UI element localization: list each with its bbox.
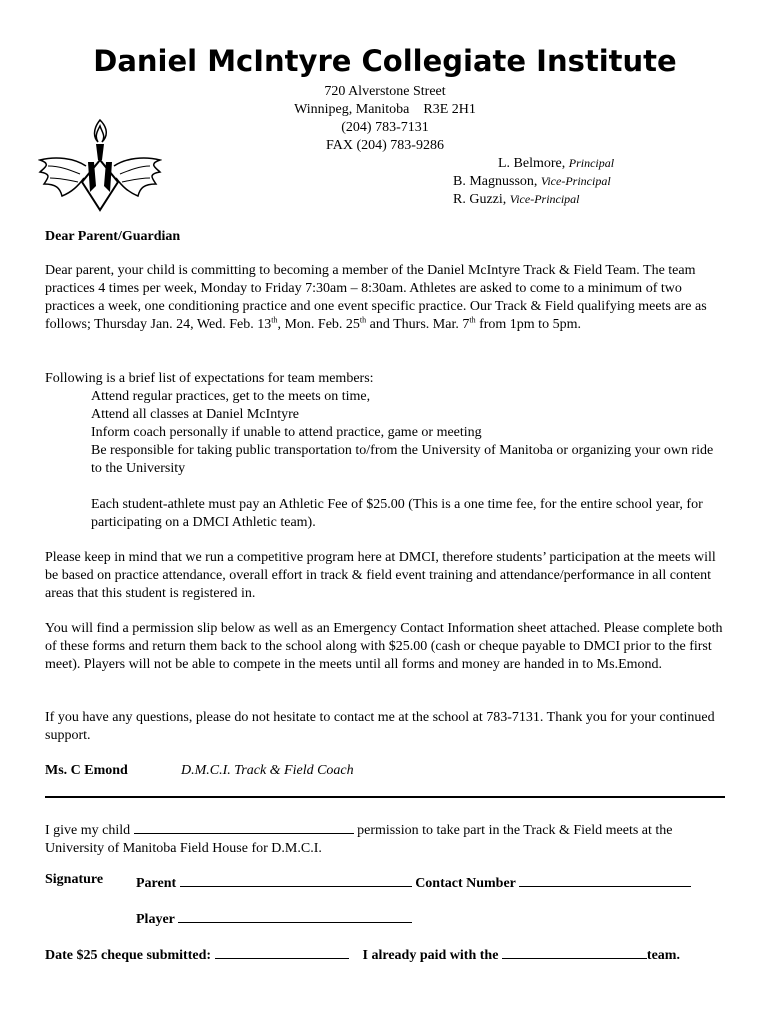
expectation-item: Attend all classes at Daniel McIntyre bbox=[91, 407, 299, 422]
paid-team-field[interactable] bbox=[502, 944, 647, 959]
address-city: Winnipeg, Manitoba R3E 2H1 bbox=[294, 102, 476, 117]
staff-principal bbox=[498, 156, 614, 172]
expectations-intro: Following is a brief list of expectations for team members: bbox=[45, 371, 374, 386]
cheque-date-field[interactable] bbox=[215, 944, 349, 959]
expectation-item: Inform coach personally if unable to attend practice, game or meeting bbox=[91, 425, 482, 440]
player-signature-field[interactable] bbox=[178, 908, 412, 923]
payment-row: Date $25 cheque submitted: I already paid with the team. bbox=[45, 944, 680, 964]
staff-role: Principal bbox=[568, 156, 615, 170]
staff-vice-principal-1 bbox=[453, 174, 611, 190]
forms-paragraph: You will find a permission slip below as well as an Emergency Contact Information sheet attached. Please complete both of these forms and return them back to the school along with $25.00 (cash or cheque payable to DMCI prior to the first meet). Players will not be able to compete in the meets until all forms and money are handed in to Ms.Emond. bbox=[45, 621, 723, 672]
competitive-paragraph: Please keep in mind that we run a competitive program here at DMCI, therefore students’ participation at the meets will be based on practice attendance, overall effort in track & field event training and attendance/performance in all content areas that this student is registered in. bbox=[45, 550, 716, 601]
questions-paragraph: If you have any questions, please do not hesitate to contact me at the school at 783-7131. Thank you for your continued support. bbox=[45, 710, 715, 743]
staff-role: Vice-Principal bbox=[540, 174, 611, 188]
coach-title: D.M.C.I. Track & Field Coach bbox=[181, 763, 354, 778]
address-street: 720 Alverstone Street bbox=[324, 84, 446, 99]
phone-number: (204) 783-7131 bbox=[341, 120, 429, 135]
fee-note: Each student-athlete must pay an Athletic Fee of $25.00 (This is a one time fee, for the entire school year, for participating on a DMCI Athletic team). bbox=[91, 497, 703, 530]
divider bbox=[45, 796, 725, 798]
staff-name: B. Magnusson, bbox=[453, 174, 538, 189]
player-signature-row: Player bbox=[136, 908, 412, 928]
staff-name: R. Guzzi, bbox=[453, 192, 507, 207]
expectation-item: Attend regular practices, get to the meets on time, bbox=[91, 389, 371, 404]
consent-statement: I give my child permission to take part in the Track & Field meets at the University of Manitoba Field House for D.M.C.I. bbox=[45, 819, 725, 858]
salutation: Dear Parent/Guardian bbox=[45, 229, 181, 244]
fax-number: FAX (204) 783-9286 bbox=[326, 138, 444, 153]
parent-signature-row: Parent Contact Number bbox=[136, 872, 691, 892]
child-name-field[interactable] bbox=[134, 819, 354, 834]
staff-vice-principal-2 bbox=[453, 192, 580, 208]
school-name: Daniel McIntyre Collegiate Institute bbox=[93, 44, 677, 78]
torch-wings-crest-icon bbox=[38, 116, 162, 212]
contact-number-field[interactable] bbox=[519, 872, 691, 887]
intro-paragraph: Dear parent, your child is committing to becoming a member of the Daniel McIntyre Track & Field Team. The team practices 4 times per week, Monday to Friday 7:30am – 8:30am. Athletes are asked to come to a minimum of two practices a week, one conditioning practice and one event specific practice. Our Track & Field qualifying meets are as follows; Thursday Jan. 24, Wed. Feb. 13th, Mon. Feb. 25th and Thurs. Mar. 7th from 1pm to 5pm. bbox=[45, 263, 707, 332]
staff-role: Vice-Principal bbox=[509, 192, 580, 206]
coach-name: Ms. C Emond bbox=[45, 763, 128, 778]
expectation-item: Be responsible for taking public transportation to/from the University of Manitoba or organizing your own ride to the University bbox=[91, 443, 714, 476]
staff-name: L. Belmore, bbox=[498, 156, 566, 171]
parent-signature-field[interactable] bbox=[180, 872, 412, 887]
signature-label: Signature bbox=[45, 872, 104, 887]
